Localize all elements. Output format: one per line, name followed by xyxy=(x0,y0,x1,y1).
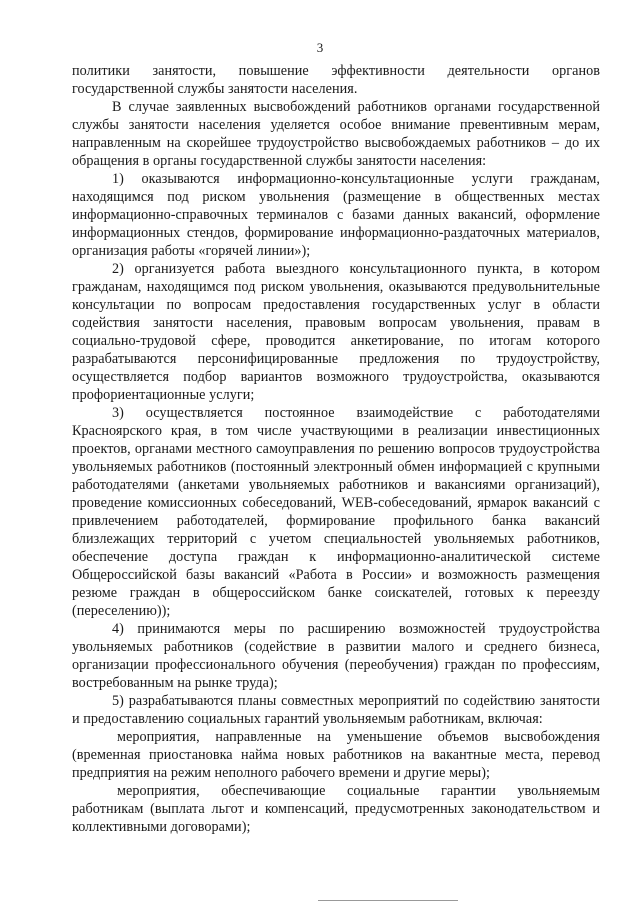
paragraph-item-2: 2) организуется работа выездного консультационного пункта, в котором гражданам, находящимся под риском увольнения, оказываются предувольнительные консультации по вопросам предоставления государственных услуг в области содействия занятости населения, правовым вопросам увольнения, правам в социально-трудовой сфере, проводится анкетирование, по итогам которого разрабатываются персонифицированные предложения по трудоустройству, осуществляется подбор вариантов возможного трудоустройства, оказываются профориентационные услуги; xyxy=(72,261,600,403)
paragraph-preventive-measures: В случае заявленных высвобождений работников органами государственной службы занятости населения уделяется особое внимание превентивным мерам, направленным на скорейшее трудоустройство высвобождаемых работников – до их обращения в органы государственной службы занятости населения: xyxy=(72,99,600,169)
paragraph-item-1: 1) оказываются информационно-консультационные услуги гражданам, находящимся под риском увольнения (размещение в общественных местах информационно-справочных терминалов с базами данных вакансий, оформление информационных стендов, формирование информационно-раздаточных материалов, организация работы «горячей линии»); xyxy=(72,171,600,259)
paragraph-continuation: политики занятости, повышение эффективности деятельности органов государственной службы занятости населения. xyxy=(72,63,600,97)
paragraph-item-3: 3) осуществляется постоянное взаимодействие с работодателями Красноярского края, в том числе участвующими в реализации инвестиционных проектов, органами местного самоуправления по решению вопросов трудоустройства увольняемых работников (постоянный электронный обмен информацией с крупными работодателями (анкетами увольняемых работников и вакансиями организаций), проведение комиссионных собеседований, WEB-собеседований, ярмарок вакансий с привлечением работодателей, формирование профильного банка вакансий близлежащих территорий с учетом специальностей увольняемых работников, обеспечение доступа граждан к информационно-аналитической системе Общероссийской базы вакансий «Работа в России» и возможность размещения резюме граждан в общероссийском банке соискателей, готовых к переезду (переселению)); xyxy=(72,405,600,619)
paragraph-subitem-guarantees: мероприятия, обеспечивающие социальные гарантии увольняемым работникам (выплата льгот и компенсаций, предусмотренных законодательством и коллективными договорами); xyxy=(72,783,600,835)
paragraph-item-4: 4) принимаются меры по расширению возможностей трудоустройства увольняемых работников (содействие в развитии малого и среднего бизнеса, организации профессионального обучения (переобучения) граждан по профессиям, востребованным на рынке труда); xyxy=(72,621,600,691)
page-number: 3 xyxy=(316,40,324,55)
document-body xyxy=(72,62,600,836)
paragraph-item-5: 5) разрабатываются планы совместных мероприятий по содействию занятости и предоставлению социальных гарантий увольняемым работникам, включая: xyxy=(72,693,600,727)
bottom-rule xyxy=(318,900,458,901)
paragraph-subitem-reduction: мероприятия, направленные на уменьшение объемов высвобождения (временная приостановка найма новых работников на вакантные места, перевод предприятия на режим неполного рабочего времени и другие меры); xyxy=(72,729,600,781)
